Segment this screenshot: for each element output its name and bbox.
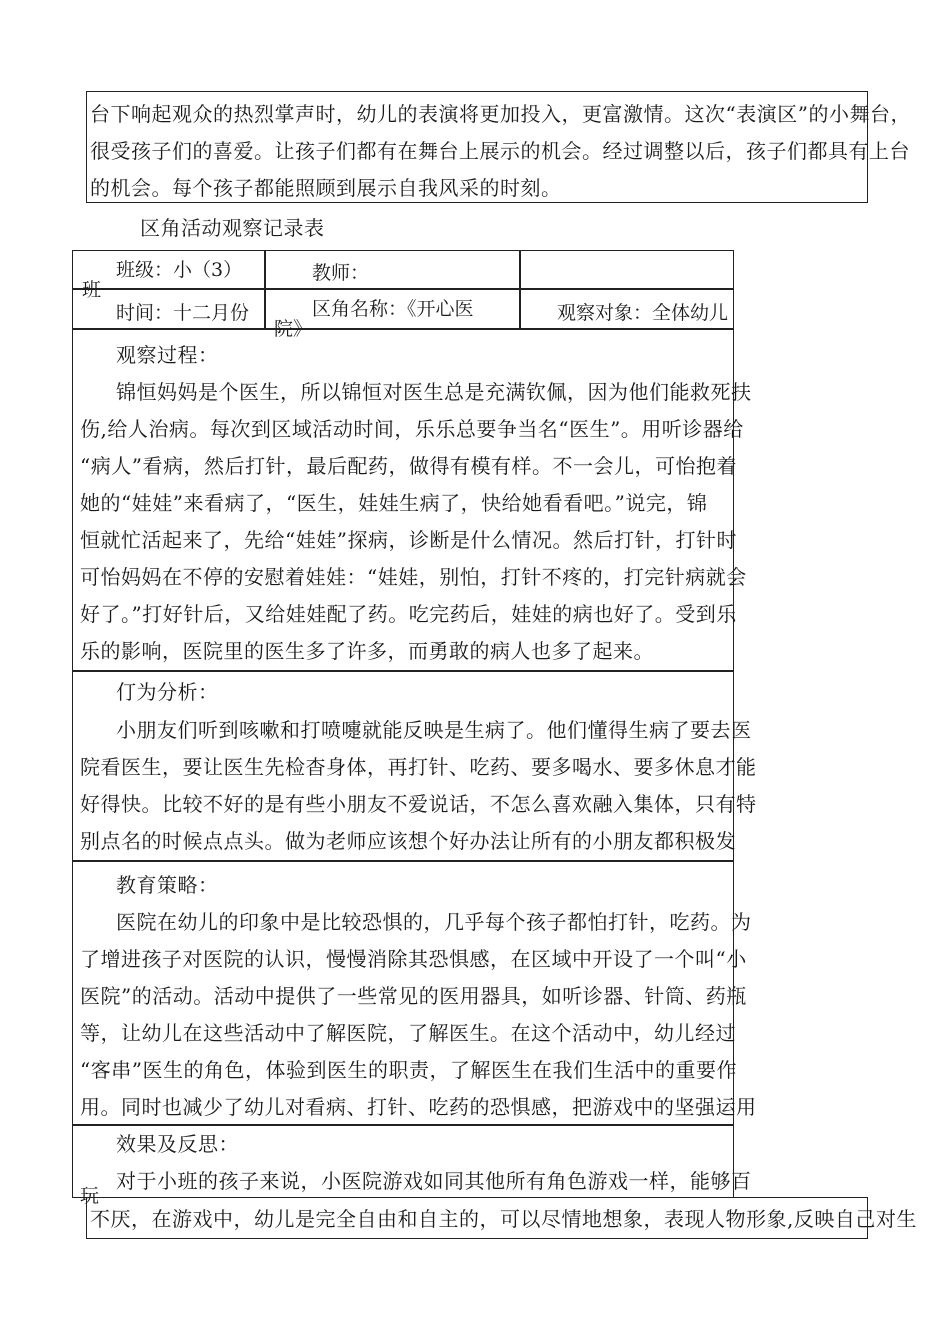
top-text-line-1: 台下响起观众的热烈掌声时，幼儿的表演将更加投入，更富激情。这次“表演区”的小舞台， [90,102,911,126]
observation-line-8: 乐的影响，医院里的医生多了许多，而勇敢的病人也多了起来。 [80,639,654,663]
strategy-line-1: 医院在幼儿的印象中是比较恐惧的，几乎每个孩子都怕打针，吃药。为 [116,910,752,934]
reflection-overflow-clip [80,1185,110,1207]
analysis-line-2: 院看医生，要让医生先检杳身体，再打针、吃药、要多喝水、要多休息才能 [80,755,757,779]
table-title: 区角活动观察记录表 [140,216,325,240]
area-label: 区角名称：《开心医 [312,298,474,320]
observation-line-1: 锦恒妈妈是个医生，所以锦恒对医生总是充满钦佩，因为他们能救死扶 [116,380,752,404]
top-text-line-3: 的机会。每个孩子都能照顾到展示自我风采的时刻。 [90,176,562,200]
bottom-text-line-1: 不厌，在游戏中，幼儿是完全自由和自主的，可以尽情地想象，表现人物形象,反映自己对生 [90,1207,917,1231]
class-label-overflow: 班 [82,279,102,301]
observation-line-4: 她的“娃娃”来看病了，“医生，娃娃生病了，快给她看看吧。”说完，锦 [80,491,708,515]
area-label-overflow: 院》 [274,318,313,340]
strategy-heading: 教育策略： [116,873,219,897]
time-label: 时间：十二月份 [116,302,250,324]
reflection-overflow: 玩 [80,1185,100,1207]
analysis-bottom-divider [72,860,734,862]
strategy-line-6: 用。同时也减少了幼儿对看病、打针、吃药的恐惧感，把游戏中的坚强运用 [80,1095,757,1119]
target-label: 观察对象：全体幼儿 [557,302,729,324]
observation-line-2: 伤,给人治病。每次到区域活动时间，乐乐总要争当名“医生”。用听诊器给 [80,417,744,441]
header-col-divider-2 [519,250,521,329]
strategy-line-4: 等，让幼儿在这些活动中了解医院，了解医生。在这个活动中，幼儿经过 [80,1021,736,1045]
observation-bottom-divider [72,670,734,672]
strategy-line-5: “客串”医生的角色，体验到医生的职责，了解医生在我们生活中的重要作 [80,1058,737,1082]
strategy-line-2: 了增进孩子对医院的认识，慢慢消除其恐惧感，在区域中开设了一个叫“小 [80,947,747,971]
class-cell [80,252,262,301]
top-text-line-2: 很受孩子们的喜爱。让孩子们都有在舞台上展示的机会。经过调整以后，孩子们都具有上台 [90,139,910,163]
observation-line-6: 可怡妈妈在不停的安慰着娃娃：“娃娃，别怕，打针不疼的，打完针病就会 [80,565,747,589]
strategy-line-3: 医院”的活动。活动中提供了一些常见的医用器具，如听诊器、针筒、药瓶 [80,984,747,1008]
observation-heading: 观察过程： [116,343,219,367]
reflection-heading: 效果及反思： [116,1132,239,1156]
analysis-line-4: 别点名的时候点点头。做为老师应该想个好办法让所有的小朋友都积极发 [80,829,736,853]
header-col-divider-1 [264,250,266,329]
analysis-line-3: 好得快。比较不好的是有些小朋友不爱说话，不怎么喜欢融入集体，只有特 [80,792,757,816]
observation-line-3: “病人”看病，然后打针，最后配药，做得有模有样。不一会儿，可怡抱着 [80,454,737,478]
observation-line-5: 恒就忙活起来了，先给“娃娃”探病，诊断是什么情况。然后打针，打针时 [80,528,737,552]
teacher-label: 教师： [312,262,370,284]
reflection-line-1: 对于小班的孩子来说，小医院游戏如同其他所有角色游戏一样，能够百 [116,1169,752,1193]
analysis-heading: 仃为分析： [116,680,219,704]
observation-line-7: 好了。”打好针后，又给娃娃配了药。吃完药后，娃娃的病也好了。受到乐 [80,602,737,626]
area-cell [272,290,517,340]
analysis-line-1: 小朋友们听到咳嗽和打喷嚏就能反映是生病了。他们懂得生病了要去医 [116,718,752,742]
class-label: 班级：小（3） [116,259,243,281]
